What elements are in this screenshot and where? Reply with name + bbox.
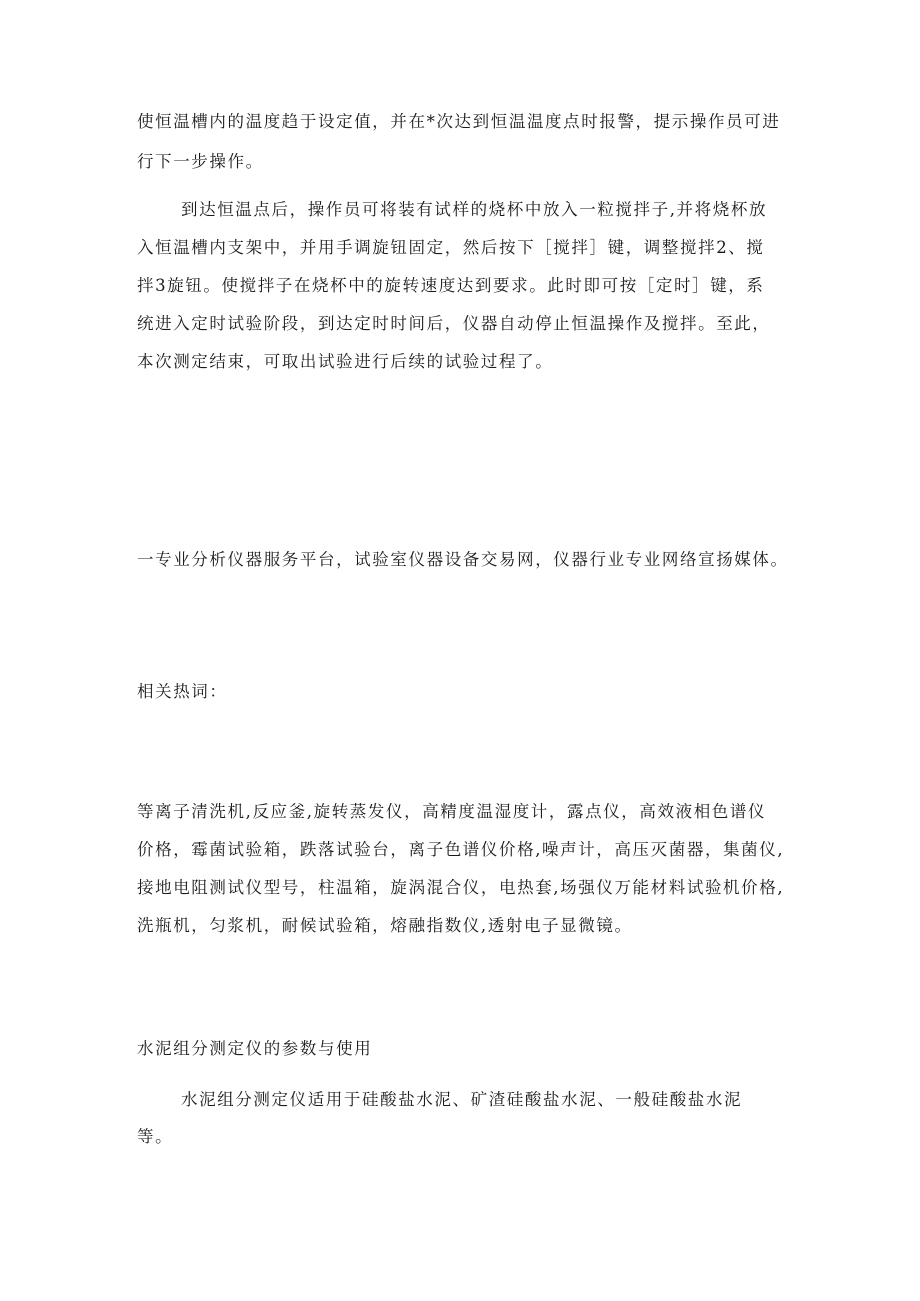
tagline-text: 一专业分析仪器服务平台，试验室仪器设备交易网，仪器行业专业网络宣扬媒体。 [137, 550, 789, 569]
article-title-text: 水泥组分测定仪的参数与使用 [137, 1039, 373, 1058]
procedure-line: 本次测定结束，可取出试验进行后续的试验过程了。 [137, 352, 554, 371]
procedure-line: 统进入定时试验阶段，到达定时时间后，仪器自动停止恒温操作及搅拌。至此， [137, 314, 771, 333]
keywords-line: 接地电阻测试仪型号，柱温箱，旋涡混合仪，电热套,场强仪万能材料试验机价格, [137, 878, 785, 897]
article-line: 水泥组分测定仪适用于硅酸盐水泥、矿渣硅酸盐水泥、一般硅酸盐水泥 [181, 1090, 743, 1109]
keywords-line: 价格，霉菌试验箱，跌落试验台，离子色谱仪价格,噪声计，高压灭菌器，集菌仪, [137, 840, 785, 859]
procedure-line: 入恒温槽内支架中，并用手调旋钮固定，然后按下［搅拌］键，调整搅拌2、搅 [137, 238, 765, 257]
keywords-line: 洗瓶机，匀浆机，耐候试验箱，熔融指数仪,透射电子显微镜。 [137, 916, 633, 935]
procedure-line: 拌3旋钮。使搅拌子在烧杯中的旋转速度达到要求。此时即可按［定时］键，系 [137, 276, 765, 295]
keywords-line: 等离子清洗机,反应釜,旋转蒸发仪，高精度温湿度计，露点仪，高效液相色谱仪 [137, 802, 767, 821]
intro-line: 行下一步操作。 [137, 152, 264, 171]
keywords-heading-text: 相关热词： [137, 682, 228, 701]
article-line: 等。 [137, 1127, 174, 1146]
intro-line: 使恒温槽内的温度趋于设定值，并在*次达到恒温温度点时报警，提示操作员可进 [137, 112, 781, 131]
procedure-line: 到达恒温点后，操作员可将装有试样的烧杯中放入一粒搅拌子,并将烧杯放 [181, 200, 768, 219]
